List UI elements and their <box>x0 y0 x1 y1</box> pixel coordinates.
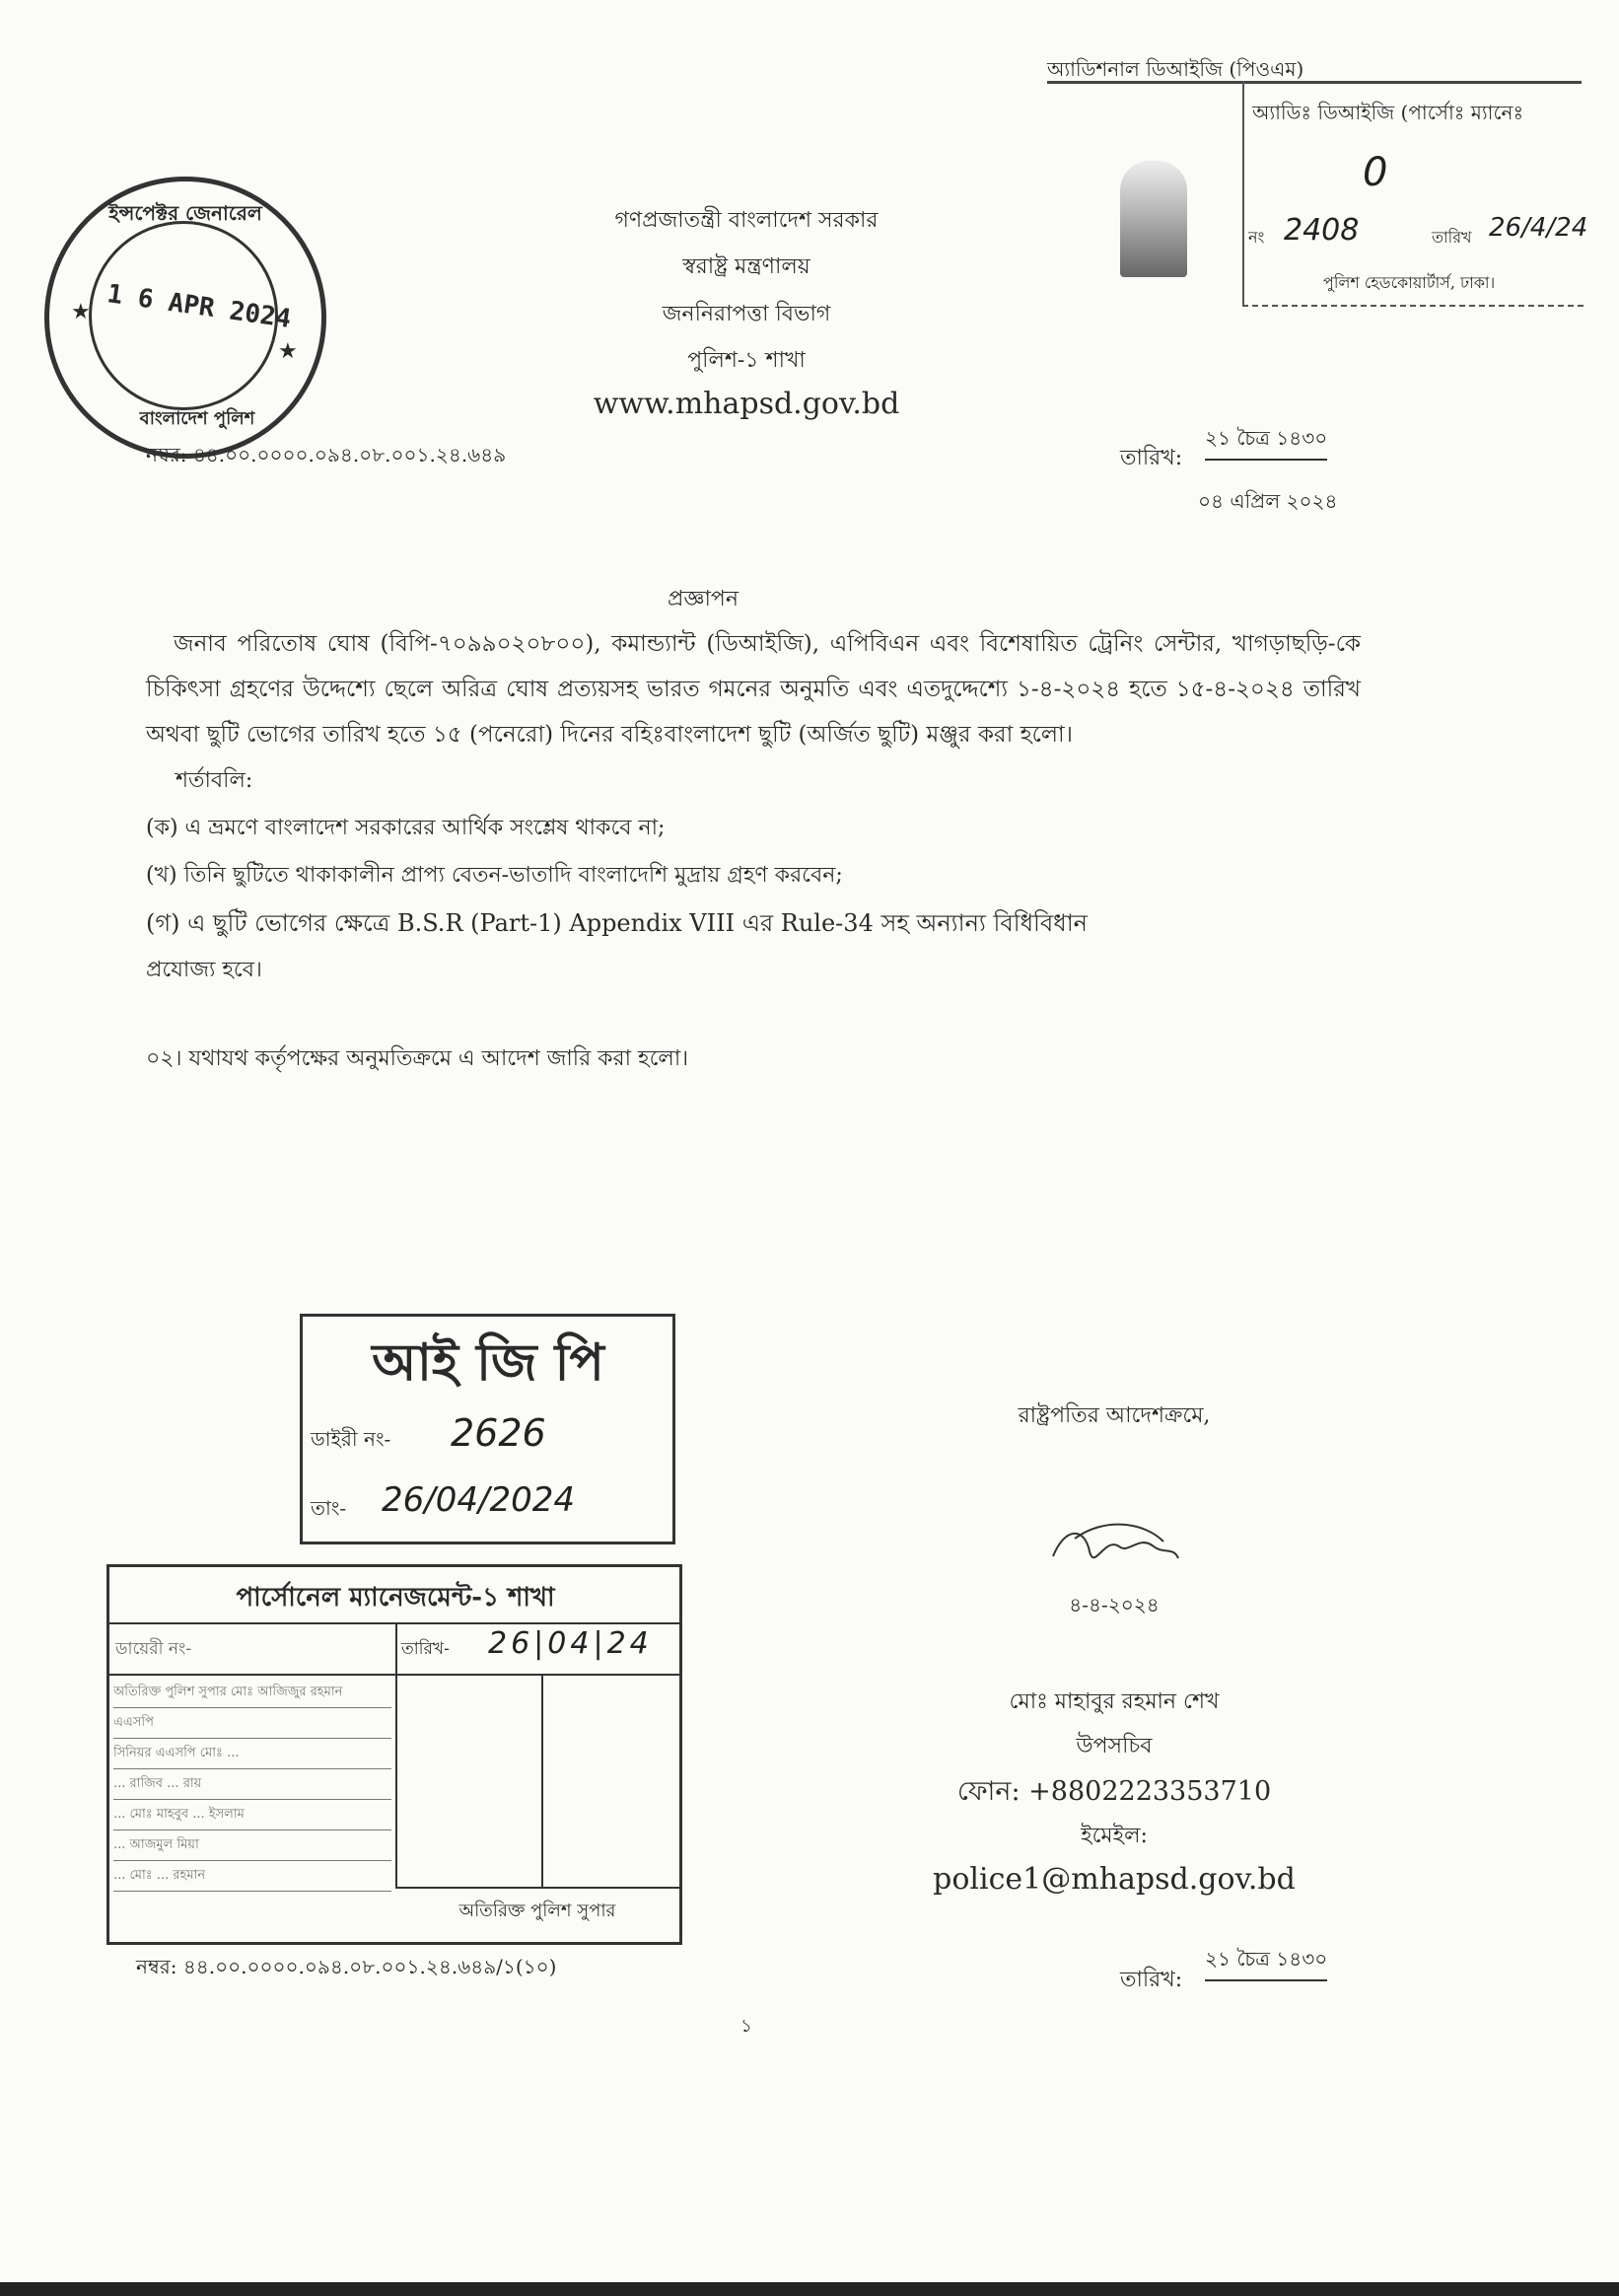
memo-date-label: তারিখ: <box>1120 446 1183 470</box>
ministry-name: স্বরাষ্ট্র মন্ত্রণালয় <box>682 254 810 279</box>
conditions-title: শর্তাবলি: <box>176 768 253 793</box>
signature-mark <box>1045 1517 1183 1576</box>
by-order-text: রাষ্ট্রপতির আদেশক্রমে, <box>1018 1403 1211 1428</box>
website-link[interactable]: www.mhapsd.gov.bd <box>593 387 900 421</box>
stamp-date-label: তারিখ <box>1432 228 1472 247</box>
branch-stamp-table <box>106 1564 682 1945</box>
condition-item: (গ) এ ছুটি ভোগের ক্ষেত্রে B.S.R (Part-1) Appendix VIII এর Rule-34 সহ অন্যান্য বিধিবিধান <box>146 909 1089 937</box>
star-icon: ★ <box>278 339 298 364</box>
memo-number: নম্বর: ৪৪.০০.০০০০.০৯৪.০৮.০০১.২৪.৬৪৯ <box>146 443 507 466</box>
igp-diary-stamp <box>300 1314 675 1544</box>
signatory-email[interactable]: police1@mhapsd.gov.bd <box>933 1862 1296 1897</box>
condition-item: প্রযোজ্য হবে। <box>146 958 262 982</box>
seal-date: 1 6 APR 2024 <box>105 279 294 334</box>
portrait-photo <box>1120 161 1187 277</box>
branch-stamp-title: পার্সোনেল ম্যানেজমেন্ট-১ শাখা <box>236 1583 555 1613</box>
copy-memo-number: নম্বর: ৪৪.০০.০০০০.০৯৪.০৮.০০১.২৪.৬৪৯/১(১০) <box>136 1955 557 1978</box>
igp-round-seal <box>44 177 326 459</box>
seal-top-text: ইন্সপেক্টর জেনারেল <box>108 201 262 225</box>
division-name: জননিরাপত্তা বিভাগ <box>662 302 831 326</box>
branch-date-label: তারিখ- <box>401 1639 450 1659</box>
signatory-name: মোঃ মাহাবুর রহমান শেখ <box>1009 1689 1220 1714</box>
receipt-stamp <box>1242 81 1588 307</box>
stamp-number: 2408 <box>1284 213 1360 248</box>
notification-paragraph: জনাব পরিতোষ ঘোষ (বিপি-৭০৯৯০২০৮০০), কমান্ড্যান্ট (ডিআইজি), এপিবিএন এবং বিশেষায়িত ট্রেনিং সেন্টার, খাগড়াছড়ি-কে চিকিৎসা গ্রহণের উদ্দেশ্যে ছেলে অরিত্র ঘোষ প্রত্যয়সহ ভারত গমনের অনুমতি এবং এতদুদ্দেশ্যে ১-৪-২০২৪ হতে ১৫-৪-২০২৪ তারিখ অথবা ছুটি ভোগের তারিখ হতে ১৫ (পনেরো) দিনের বহিঃবাংলাদেশ ছুটি (অর্জিত ছুটি) মঞ্জুর করা হলো। <box>146 631 1361 748</box>
diary-label: ডাইরী নং- <box>311 1427 391 1451</box>
memo-date-gregorian: ০৪ এপ্রিল ২০২৪ <box>1198 489 1338 513</box>
stamp-title: অ্যাডিঃ ডিআইজি (পার্সোঃ ম্যানেঃ <box>1252 101 1524 124</box>
copy-memo-date-label: তারিখ: <box>1120 1968 1183 1992</box>
officer-name: অতিরিক্ত পুলিশ সুপার মোঃ আজিজুর রহমান <box>113 1678 391 1708</box>
officer-name: ... মোঃ মাহবুব ... ইসলাম <box>113 1800 391 1830</box>
copy-memo-date-bangla: ২১ চৈত্র ১৪৩০ <box>1205 1945 1327 1981</box>
officer-name: ... আজমুল মিয়া <box>113 1830 391 1861</box>
star-icon: ★ <box>71 300 91 324</box>
notification-title: প্রজ্ঞাপন <box>668 587 739 611</box>
signatory-phone: ফোন: +8802223353710 <box>956 1776 1272 1807</box>
igp-date-label: তাং- <box>311 1496 347 1520</box>
officer-name: এএসপি <box>113 1708 391 1739</box>
closing-line: ০২। যথাযথ কর্তৃপক্ষের অনুমতিক্রমে এ আদেশ জারি করা হলো। <box>146 1046 689 1071</box>
branch-name: পুলিশ-১ শাখা <box>687 348 806 373</box>
branch-date: 26|04|24 <box>488 1626 653 1661</box>
stamp-number-label: নং <box>1248 228 1265 247</box>
igp-date: 26/04/2024 <box>382 1480 575 1520</box>
officer-name: সিনিয়র এএসপি মোঃ ... <box>113 1739 391 1769</box>
officer-name: ... মোঃ ... রহমান <box>113 1861 391 1892</box>
stamp-date: 26/4/24 <box>1489 213 1588 243</box>
seal-bottom-text: বাংলাদেশ পুলিশ <box>139 408 255 429</box>
memo-date-bangla: ২১ চৈত্র ১৪৩০ <box>1205 424 1327 461</box>
branch-stamp-footer: অতিরিক্ত পুলিশ সুপার <box>458 1901 616 1921</box>
stamp-overline-text: অ্যাডিশনাল ডিআইজি (পিওএম) <box>1047 57 1304 81</box>
diary-number: 2626 <box>451 1411 546 1455</box>
signatory-designation: উপসচিব <box>1076 1734 1153 1758</box>
page-number: ১ <box>740 2016 752 2037</box>
branch-diary-label: ডায়েরী নং- <box>115 1639 192 1659</box>
officer-name: ... রাজিব ... রায় <box>113 1769 391 1800</box>
stamp-mark: 0 <box>1363 150 1388 195</box>
condition-item: (ক) এ ভ্রমণে বাংলাদেশ সরকারের আর্থিক সংশ্লেষ থাকবে না; <box>146 816 666 840</box>
email-label: ইমেইল: <box>1081 1824 1148 1848</box>
signed-date: ৪-৪-২০২৪ <box>1069 1593 1160 1616</box>
igp-stamp-title: আই জি পি <box>372 1332 604 1393</box>
notification-body <box>146 621 1361 1083</box>
stamp-footer: পুলিশ হেডকোয়ার্টার্স, ঢাকা। <box>1323 273 1496 292</box>
scan-edge <box>0 2282 1619 2296</box>
condition-item: (খ) তিনি ছুটিতে থাকাকালীন প্রাপ্য বেতন-ভাতাদি বাংলাদেশি মুদ্রায় গ্রহণ করবেন; <box>146 863 843 888</box>
govt-name: গণপ্রজাতন্ত্রী বাংলাদেশ সরকার <box>614 208 879 233</box>
